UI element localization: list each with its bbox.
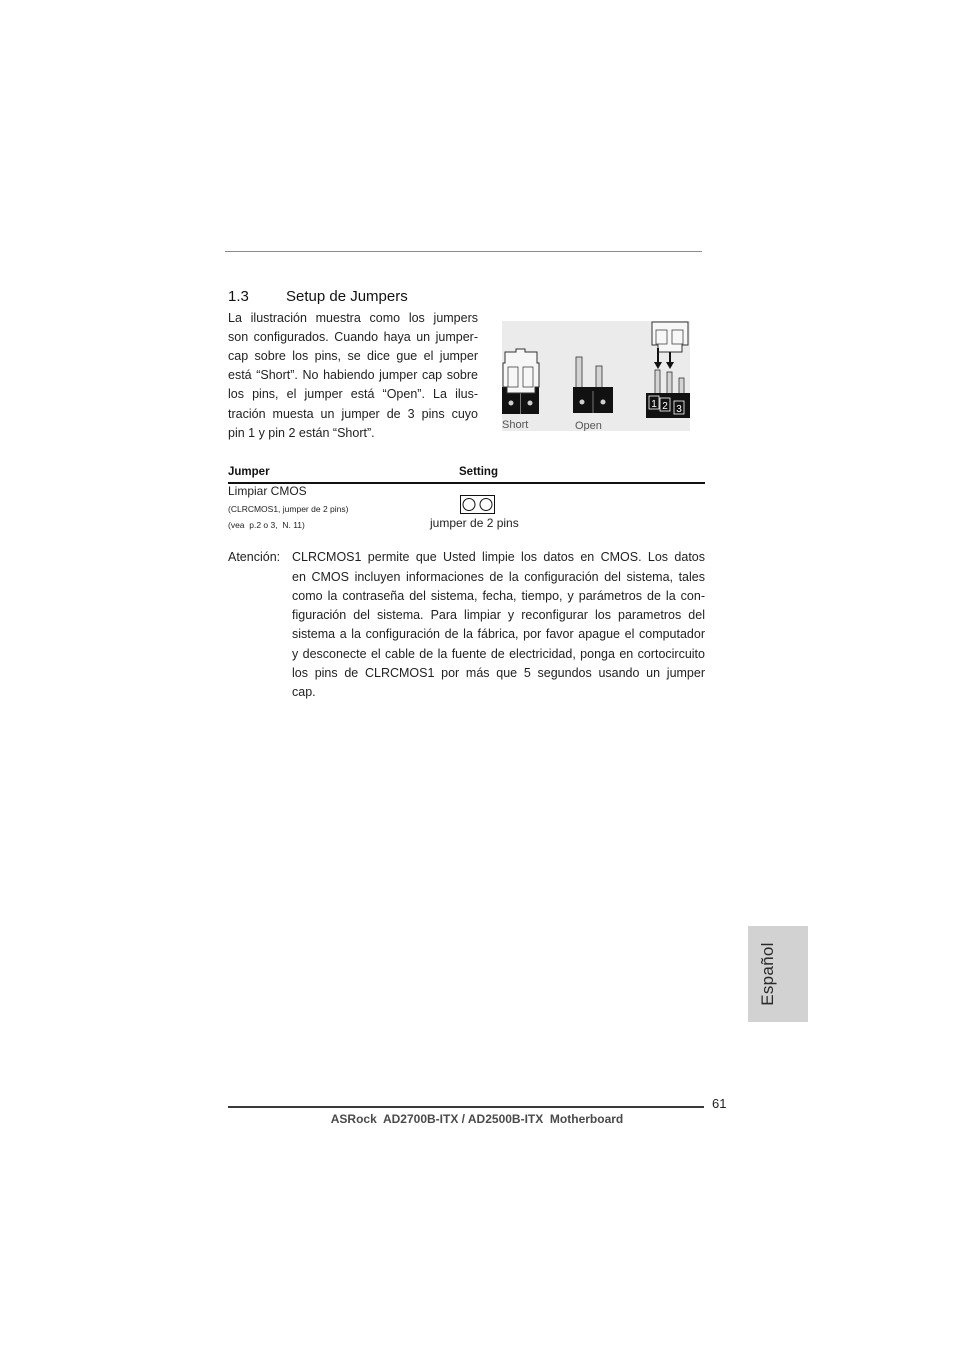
table-row-name: Limpiar CMOS <box>228 484 307 498</box>
footer-title: ASRock AD2700B-ITX / AD2500B-ITX Motherboard <box>330 1112 624 1126</box>
note-line: CLRCMOS1 permite que Usted limpie los datos en CMOS. Los datos <box>292 550 705 565</box>
note-label: Atención: <box>228 550 281 565</box>
pin-hole <box>580 400 585 405</box>
table-row-note: (vea p.2 o 3, N. 11) <box>228 519 305 530</box>
table-header-jumper: Jumper <box>228 466 270 478</box>
two-pin-jumper-icon <box>460 495 495 514</box>
intro-paragraph <box>228 309 478 443</box>
note-line: como la contraseña del sistema, fecha, tiempo, y parámetros de la con- <box>292 588 705 603</box>
short-jumper <box>502 349 539 414</box>
top-divider <box>225 251 702 252</box>
language-tab-label: Español <box>758 942 777 1006</box>
intro-line: pin 1 y pin 2 están “Short”. <box>228 425 375 440</box>
pin-number: 1 <box>651 399 657 410</box>
note-line: en CMOS incluyen informaciones de la configuración del sistema, tales <box>292 569 705 584</box>
note-line: sistema a la configuración de la fábrica, por favor apague el computador <box>292 627 705 642</box>
intro-line: son configurados. Cuando haya un jumper- <box>228 329 478 344</box>
pin-number: 3 <box>676 404 682 415</box>
intro-line: cap sobre los pins, se dice gue el jumper <box>228 348 478 363</box>
language-side-tab <box>748 926 808 1022</box>
note-line: figuración del sistema. Para limpiar y reconfigurar los parametros del <box>292 608 705 623</box>
intro-line: los pins, el jumper está “Open”. La ilus- <box>228 387 478 402</box>
intro-line: tración muesta un jumper de 3 pins cuyo <box>228 406 478 421</box>
jumper-illustration <box>502 321 690 431</box>
footer-divider <box>228 1106 704 1108</box>
short-label: Short <box>502 419 529 431</box>
pin-hole <box>601 400 606 405</box>
intro-line: está “Short”. No habiendo jumper cap sobre <box>228 368 478 383</box>
pin-hole <box>509 401 514 406</box>
table-header-setting: Setting <box>459 466 498 478</box>
page-number: 61 <box>712 1096 727 1111</box>
note-line: los pins de CLRCMOS1 por más que 5 segundos usando un jumper <box>292 666 705 681</box>
section-title: Setup de Jumpers <box>286 288 408 305</box>
note-line: cap. <box>292 685 316 700</box>
section-number: 1.3 <box>228 288 249 305</box>
table-row-setting: jumper de 2 pins <box>430 516 519 530</box>
note-paragraph <box>292 548 705 702</box>
intro-line: La ilustración muestra como los jumpers <box>228 310 478 325</box>
pin-hole <box>528 401 533 406</box>
table-row-note: (CLRCMOS1, jumper de 2 pins) <box>228 503 349 514</box>
open-label: Open <box>575 420 602 431</box>
pin-number: 2 <box>662 401 668 412</box>
note-line: y desconecte el cable de la fuente de electricidad, ponga en cortocircuito <box>292 646 705 661</box>
